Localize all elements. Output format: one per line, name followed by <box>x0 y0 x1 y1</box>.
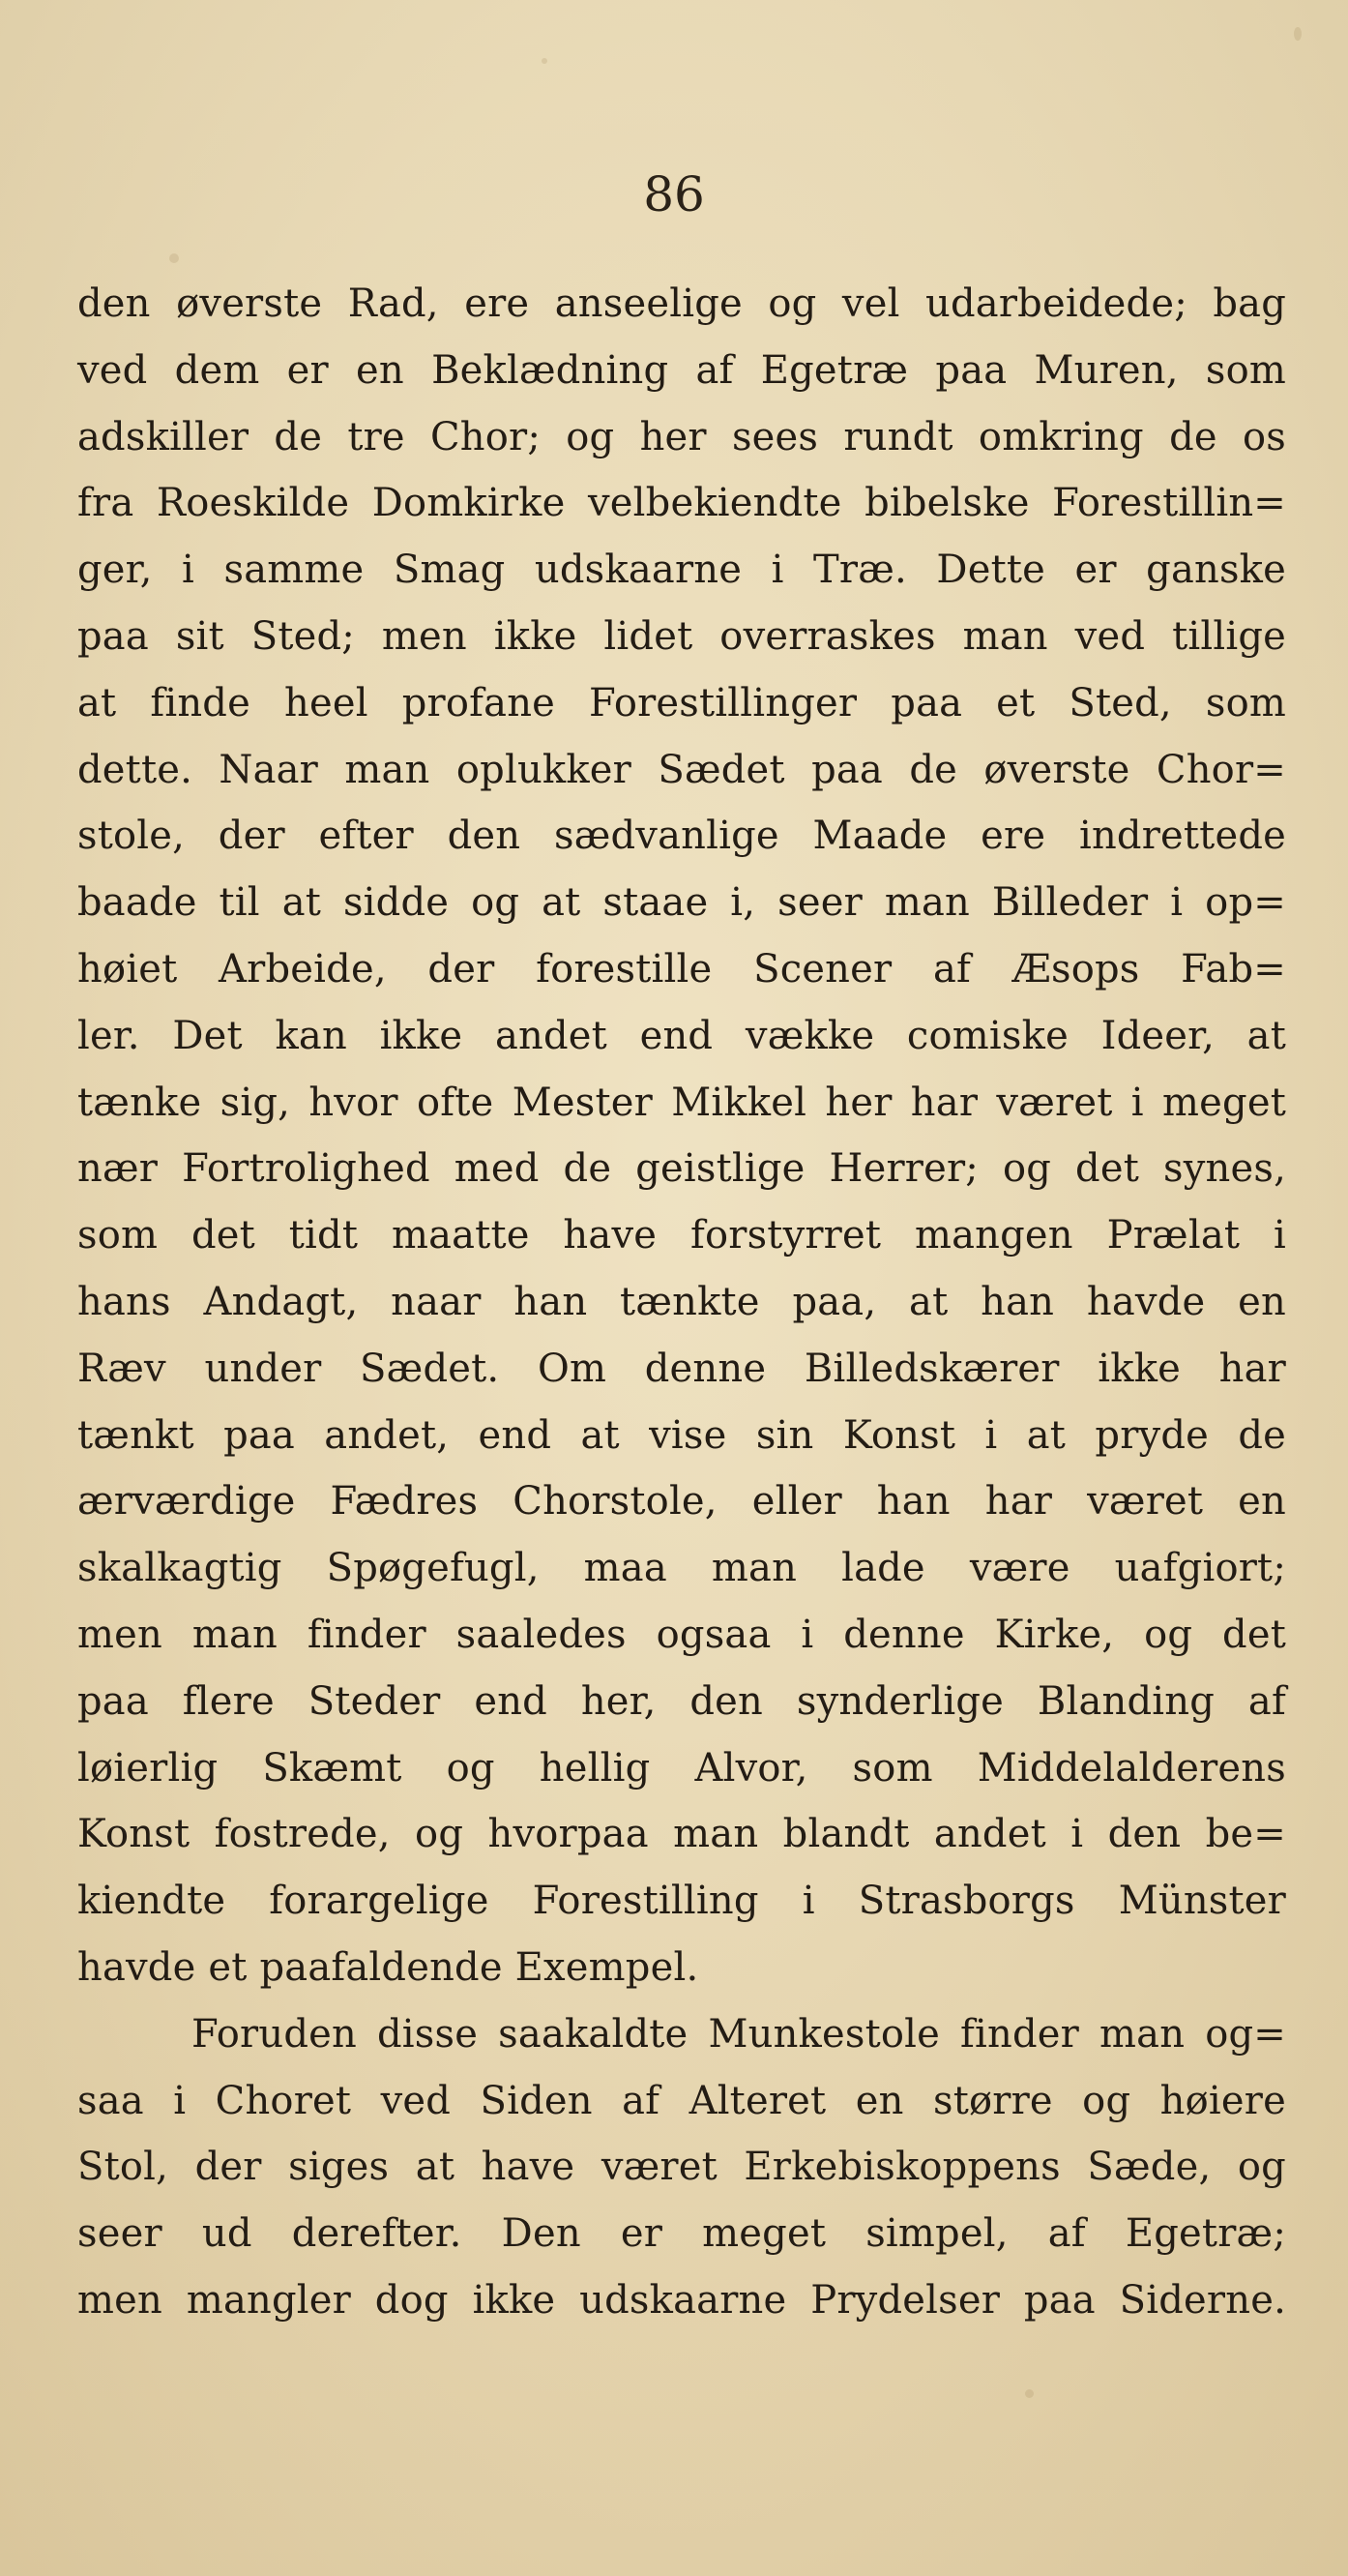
page-number: 86 <box>643 166 705 222</box>
text-line: ved dem er en Beklædning af Egetræ paa Muren, som <box>77 347 1286 393</box>
text-line: tænke sig, hvor ofte Mester Mikkel her har været i meget <box>77 1080 1286 1125</box>
text-line: skalkagtig Spøgefugl, maa man lade være uafgiort; <box>77 1546 1286 1591</box>
text-line: hans Andagt, naar han tænkte paa, at han havde en <box>77 1279 1286 1324</box>
text-line: paa flere Steder end her, den synderlige Blanding af <box>77 1678 1286 1724</box>
text-line: ger, i samme Smag udskaarne i Træ. Dette er ganske <box>77 548 1286 593</box>
text-line: som det tidt maatte have forstyrret mangen Prælat i <box>77 1213 1286 1258</box>
text-line: nær Fortrolighed med de geistlige Herrer; og det synes, <box>77 1146 1286 1192</box>
text-line: men mangler dog ikke udskaarne Prydelser paa Siderne. <box>77 2277 1286 2323</box>
text-line: Konst fostrede, og hvorpaa man blandt andet i den be= <box>77 1812 1286 1857</box>
text-line: men man finder saaledes ogsaa i denne Kirke, og det <box>77 1612 1286 1657</box>
text-line: kiendte forargelige Forestilling i Strasborgs Münster <box>77 1879 1286 1924</box>
text-line: havde et paafaldende Exempel. <box>77 1944 699 1990</box>
text-line: Ræv under Sædet. Om denne Billedskærer ikke har <box>77 1346 1286 1391</box>
text-line: ærværdige Fædres Chorstole, eller han har været en <box>77 1479 1286 1525</box>
text-line: paa sit Sted; men ikke lidet overraskes man ved tillige <box>77 613 1286 659</box>
text-line: saa i Choret ved Siden af Alteret en større og høiere <box>77 2078 1286 2123</box>
text-line: løierlig Skæmt og hellig Alvor, som Middelalderens <box>77 1745 1286 1791</box>
text-line: tænkt paa andet, end at vise sin Konst i at pryde de <box>77 1412 1286 1458</box>
text-line: at finde heel profane Forestillinger paa et Sted, som <box>77 680 1286 725</box>
text-line: den øverste Rad, ere anseelige og vel udarbeidede; bag <box>77 281 1286 326</box>
text-line: stole, der efter den sædvanlige Maade ere indrettede <box>77 814 1286 859</box>
text-line: Stol, der siges at have været Erkebiskoppens Sæde, og <box>77 2145 1286 2190</box>
text-line: ler. Det kan ikke andet end vække comiske Ideer, at <box>77 1013 1286 1058</box>
body-text <box>77 271 1286 2334</box>
text-line: dette. Naar man oplukker Sædet paa de øverste Chor= <box>77 747 1286 792</box>
text-line: fra Roeskilde Domkirke velbekiendte bibelske Forestillin= <box>77 481 1286 526</box>
stain-spot <box>542 58 547 64</box>
text-line: høiet Arbeide, der forestille Scener af Æsops Fab= <box>77 946 1286 992</box>
text-line: baade til at sidde og at staae i, seer man Billeder i op= <box>77 880 1286 926</box>
text-line: Foruden disse saakaldte Munkestole finder man og= <box>191 2011 1286 2057</box>
text-line: seer ud derefter. Den er meget simpel, af Egetræ; <box>77 2211 1286 2257</box>
text-line: adskiller de tre Chor; og her sees rundt omkring de os <box>77 414 1286 459</box>
stain-spot <box>1025 2389 1034 2398</box>
stain-spot <box>1294 27 1302 41</box>
stain-spot <box>169 253 179 263</box>
